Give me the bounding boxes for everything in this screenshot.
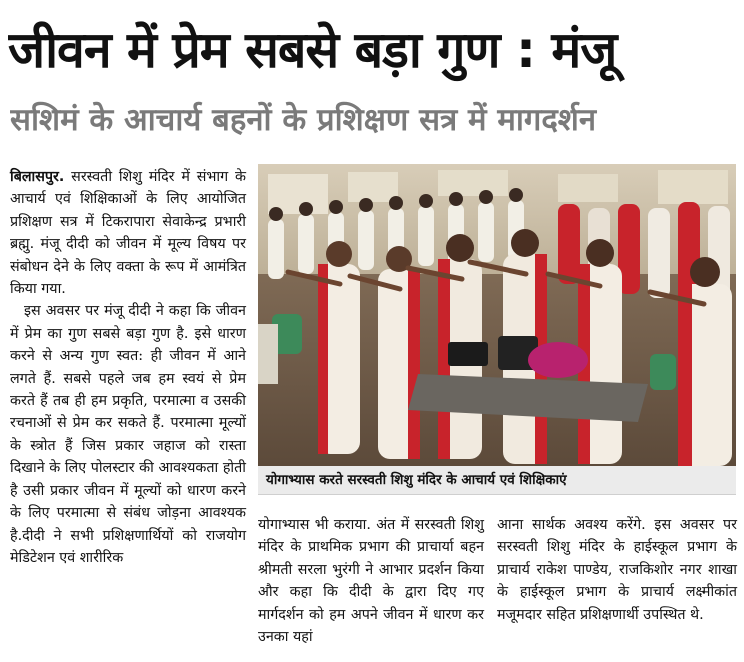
subheadline: सशिमं के आचार्य बहनों के प्रशिक्षण सत्र में मागदर्शन (10, 102, 597, 138)
article-column-2: योगाभ्यास भी कराया. अंत में सरस्वती शिशु मंदिर के प्राथमिक प्रभाग की प्राचार्या बहन श्रीमती सरला भुरंगी ने आभार प्रदर्शन किया और कहा कि दीदी के द्वारा दिए गए मार्गदर्शन को हम अपने जीवन में धारण कर उनका यहां (258, 517, 484, 646)
dateline: बिलासपुर. (10, 169, 65, 185)
photo-caption-bar (258, 466, 736, 495)
article-column-3: आना सार्थक अवश्य करेंगे. इस अवसर पर सरस्वती शिशु मंदिर के हाईस्कूल प्रभाग के प्राचार्य राकेश पाण्डेय, राजकिशोर नगर शाखा के हाईस्कूल प्रभाग के प्राचार्य लक्ष्मीकांत मजूमदार सहित प्रशिक्षणार्थी उपस्थित थे. (497, 517, 737, 623)
headline: जीवन में प्रेम सबसे बड़ा गुण : मंजू (8, 21, 617, 79)
paragraph-2: इस अवसर पर मंजू दीदी ने कहा कि जीवन में प्रेम का गुण सबसे बड़ा गुण है. इसे धारण करने से अन्य गुण स्वत: ही जीवन में आने लगते हैं. सबसे पहले जब हम स्वयं से प्रेम करते हैं तब ही हम प्रकृति, परमात्मा व उसकी रचनाओं से प्रेम कर सकते हैं. परमात्मा मूल्यों के स्त्रोत हैं जिस प्रकार जहाज को रास्ता दिखाने के लिए पोलस्टार की आवश्यकता होती है उसी प्रकार जीवन में मूल्यों को धारण करने के लिए परमात्मा से संबंध जोड़ना आवश्यक है.दीदी ने सभी प्रशिक्षणार्थियों को राजयोग मेडिटेशन एवं शारीरिक (10, 303, 246, 566)
photo-caption: योगाभ्यास करते सरस्वती शिशु मंदिर के आचार्य एवं शिक्षिकाएं (266, 472, 567, 488)
photo-yoga-session-illustration (258, 164, 736, 466)
article-column-1 (10, 166, 246, 569)
paragraph-1-body: सरस्वती शिशु मंदिर में संभाग के आचार्य एवं शिक्षिकाओं के लिए आयोजित प्रशिक्षण सत्र में टिकरापारा सेवाकेन्द्र प्रभारी ब्रह्मु. मंजू दीदी को जीवन में मूल्य विषय पर संबोधन देने के लिए वक्ता के रूप में आमंत्रित किया गया. (10, 169, 246, 298)
paragraph-1 (10, 166, 246, 300)
news-photo (258, 164, 736, 466)
